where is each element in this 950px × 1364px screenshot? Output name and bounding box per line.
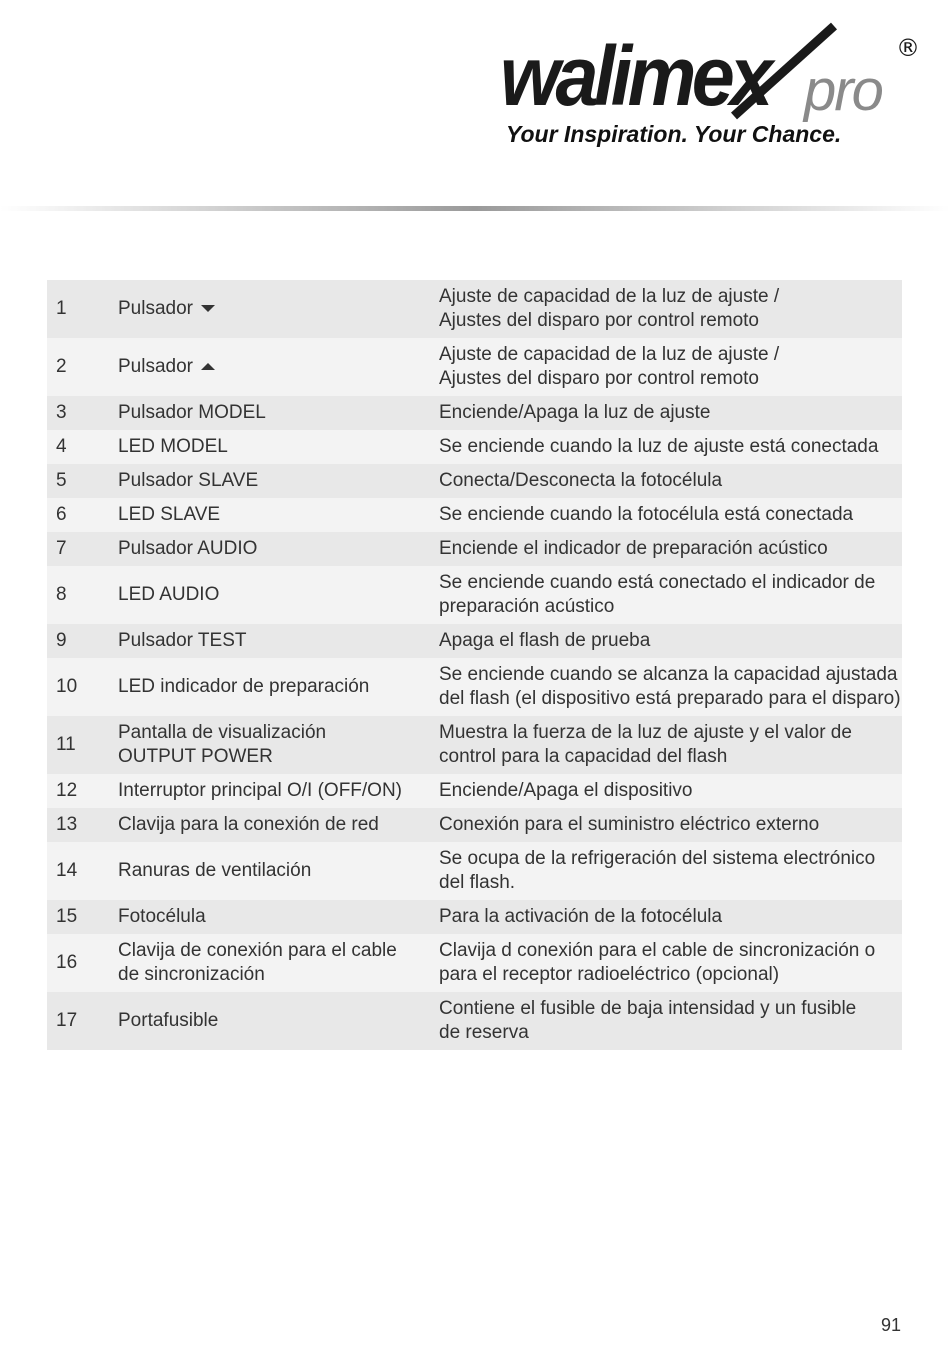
element-name: Pulsador TEST [118,630,247,651]
row-number: 5 [56,470,67,491]
description-cell: Conexión para el suministro eléctrico externo [439,814,820,835]
row-number: 14 [56,860,78,881]
element-name: Pulsador AUDIO [118,538,258,559]
element-name: LED SLAVE [118,504,221,525]
table-row [47,498,902,532]
element-name: Fotocélula [118,906,206,927]
row-number: 17 [56,1010,78,1031]
element-name: LED AUDIO [118,584,220,605]
element-name: LED MODEL [118,436,228,457]
description-cell: Muestra la fuerza de la luz de ajuste y el valor de control para la capacidad del flash [439,722,852,767]
element-cell [118,992,439,1050]
row-number: 8 [56,584,67,605]
element-name: LED indicador de preparación [118,676,370,697]
element-name: Pulsador SLAVE [118,470,259,491]
element-cell [118,532,439,566]
description-cell: Conecta/Desconecta la fotocélula [439,470,723,491]
table-row [47,532,902,566]
table-row [47,900,902,934]
element-name: Pulsador [118,298,193,319]
element-cell [118,430,439,464]
description-cell: Apaga el flash de prueba [439,630,651,651]
description-cell: Clavija d conexión para el cable de sincronización o para el receptor radioeléctrico (opcional) [439,940,876,985]
row-number: 3 [56,402,67,423]
table-row [47,842,902,900]
table-row [47,716,902,774]
element-name: Clavija de conexión para el cable de sincronización [118,940,397,985]
brand-tagline: Your Inspiration. Your Chance. [506,121,842,147]
element-name: Portafusible [118,1010,219,1031]
element-cell [118,900,439,934]
element-name: Interruptor principal O/I (OFF/ON) [118,780,403,801]
element-cell [118,658,439,716]
description-cell: Contiene el fusible de baja intensidad y un fusible de reserva [439,998,857,1043]
row-number: 15 [56,906,78,927]
table-row [47,566,902,624]
description-cell: Ajuste de capacidad de la luz de ajuste / Ajustes del disparo por control remoto [439,286,780,331]
element-cell [118,934,439,992]
element-name: Pulsador MODEL [118,402,266,423]
element-name: Ranuras de ventilación [118,860,312,881]
description-cell: Enciende el indicador de preparación acústico [439,538,828,559]
row-number: 16 [56,952,78,973]
description-cell: Se enciende cuando se alcanza la capacidad ajustada del flash (el dispositivo está preparado para el disparo) [439,664,901,709]
element-cell [118,498,439,532]
page-number: 91 [880,1315,901,1335]
element-name: Pantalla de visualización OUTPUT POWER [118,722,327,767]
row-number: 9 [56,630,67,651]
element-cell [118,774,439,808]
description-cell: Se enciende cuando está conectado el indicador de preparación acústico [439,572,876,617]
row-number: 10 [56,676,78,697]
triangle-down-icon [201,305,215,312]
row-number: 11 [56,734,76,755]
logo-pro-suffix: pro [804,58,882,123]
table-row [47,430,902,464]
registered-mark: ® [896,34,920,62]
controls-table [47,280,902,1050]
element-cell [118,842,439,900]
row-number: 6 [56,504,67,525]
element-cell [118,624,439,658]
table-row [47,992,902,1050]
table-row [47,934,902,992]
description-cell: Se ocupa de la refrigeración del sistema electrónico del flash. [439,848,876,893]
table-row [47,338,902,396]
table-row [47,624,902,658]
element-cell [118,280,439,338]
element-name: Clavija para la conexión de red [118,814,379,835]
element-cell [118,338,439,396]
logo-wordmark: walimex [500,29,769,123]
triangle-up-icon [201,363,215,370]
row-number: 1 [56,298,67,319]
table-row [47,808,902,842]
row-number: 13 [56,814,78,835]
header-divider [0,206,950,211]
description-cell: Se enciende cuando la fotocélula está conectada [439,504,854,525]
description-cell: Ajuste de capacidad de la luz de ajuste / Ajustes del disparo por control remoto [439,344,780,389]
table-row [47,396,902,430]
element-cell [118,808,439,842]
element-cell [118,566,439,624]
element-cell [118,464,439,498]
description-cell: Para la activación de la fotocélula [439,906,723,927]
row-number: 4 [56,436,67,457]
description-cell: Enciende/Apaga la luz de ajuste [439,402,711,423]
element-cell [118,396,439,430]
row-number: 2 [56,356,67,377]
row-number: 7 [56,538,67,559]
controls-table-body [47,280,902,1050]
table-row [47,658,902,716]
element-cell [118,716,439,774]
element-name: Pulsador [118,356,193,377]
table-row [47,280,902,338]
row-number: 12 [56,780,78,801]
table-row [47,464,902,498]
description-cell: Se enciende cuando la luz de ajuste está conectada [439,436,879,457]
description-cell: Enciende/Apaga el dispositivo [439,780,693,801]
table-row [47,774,902,808]
